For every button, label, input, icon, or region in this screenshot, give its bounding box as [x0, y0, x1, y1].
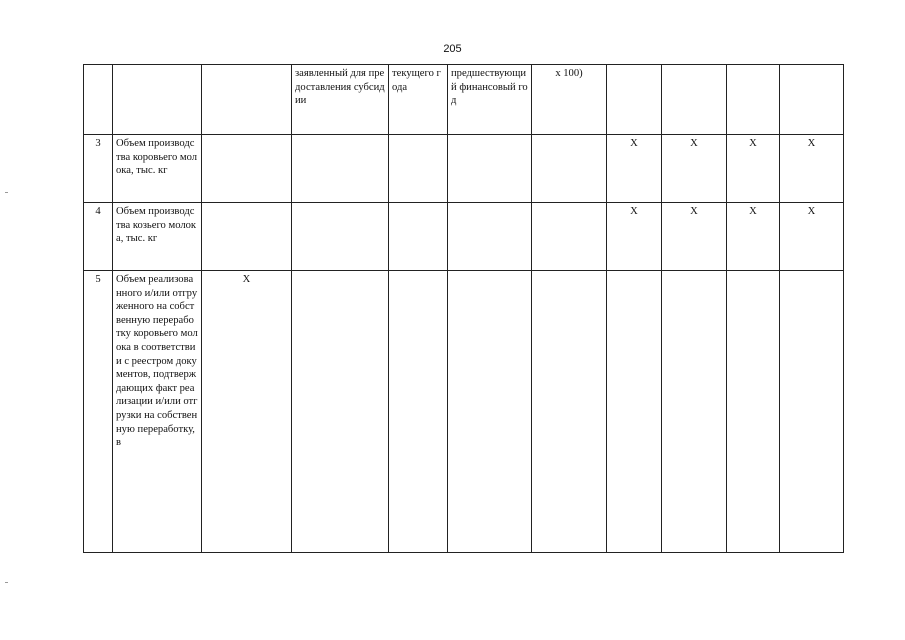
header-cell — [780, 65, 844, 135]
header-cell-current-year: текущего года — [389, 65, 448, 135]
row-cell — [292, 203, 389, 271]
scan-mark — [5, 192, 8, 193]
scan-mark — [5, 582, 8, 583]
row-cell — [532, 203, 607, 271]
table-header-row — [84, 65, 844, 135]
x-mark: X — [662, 135, 727, 203]
row-cell — [448, 271, 532, 553]
row-cell — [662, 271, 727, 553]
header-cell — [84, 65, 113, 135]
row-number: 4 — [84, 203, 113, 271]
row-number: 3 — [84, 135, 113, 203]
row-cell — [292, 135, 389, 203]
table-row — [84, 135, 844, 203]
subsidy-table — [83, 64, 844, 553]
header-cell — [202, 65, 292, 135]
x-mark: X — [780, 135, 844, 203]
x-mark: X — [780, 203, 844, 271]
table-row — [84, 203, 844, 271]
header-cell-declared: заявленный для предоставления субсидии — [292, 65, 389, 135]
row-cell — [389, 203, 448, 271]
row-cell — [607, 271, 662, 553]
row-cell — [389, 135, 448, 203]
x-mark: X — [727, 135, 780, 203]
row-cell — [202, 135, 292, 203]
row-name: Объем производства козьего молока, тыс. кг — [113, 203, 202, 271]
row-cell — [292, 271, 389, 553]
header-cell — [662, 65, 727, 135]
row-cell — [202, 203, 292, 271]
row-cell — [448, 203, 532, 271]
x-mark: X — [202, 271, 292, 553]
row-number: 5 — [84, 271, 113, 553]
row-cell — [448, 135, 532, 203]
header-cell — [607, 65, 662, 135]
row-cell — [727, 271, 780, 553]
row-cell — [780, 271, 844, 553]
header-cell-formula: х 100) — [532, 65, 607, 135]
row-cell — [389, 271, 448, 553]
header-cell — [727, 65, 780, 135]
header-cell — [113, 65, 202, 135]
x-mark: X — [727, 203, 780, 271]
x-mark: X — [607, 135, 662, 203]
x-mark: X — [662, 203, 727, 271]
table-row — [84, 271, 844, 553]
row-name: Объем реализованного и/или отгруженного на собственную переработку коровьего молока в соответствии с реестром документов, подтверждающих факт реализации и/или отгрузки на собственную переработку, в — [113, 271, 202, 553]
x-mark: X — [607, 203, 662, 271]
row-cell — [532, 135, 607, 203]
row-cell — [532, 271, 607, 553]
header-cell-previous-year: предшествующий финансовый год — [448, 65, 532, 135]
row-name: Объем производства коровьего молока, тыс. кг — [113, 135, 202, 203]
page-number: 205 — [443, 43, 462, 55]
